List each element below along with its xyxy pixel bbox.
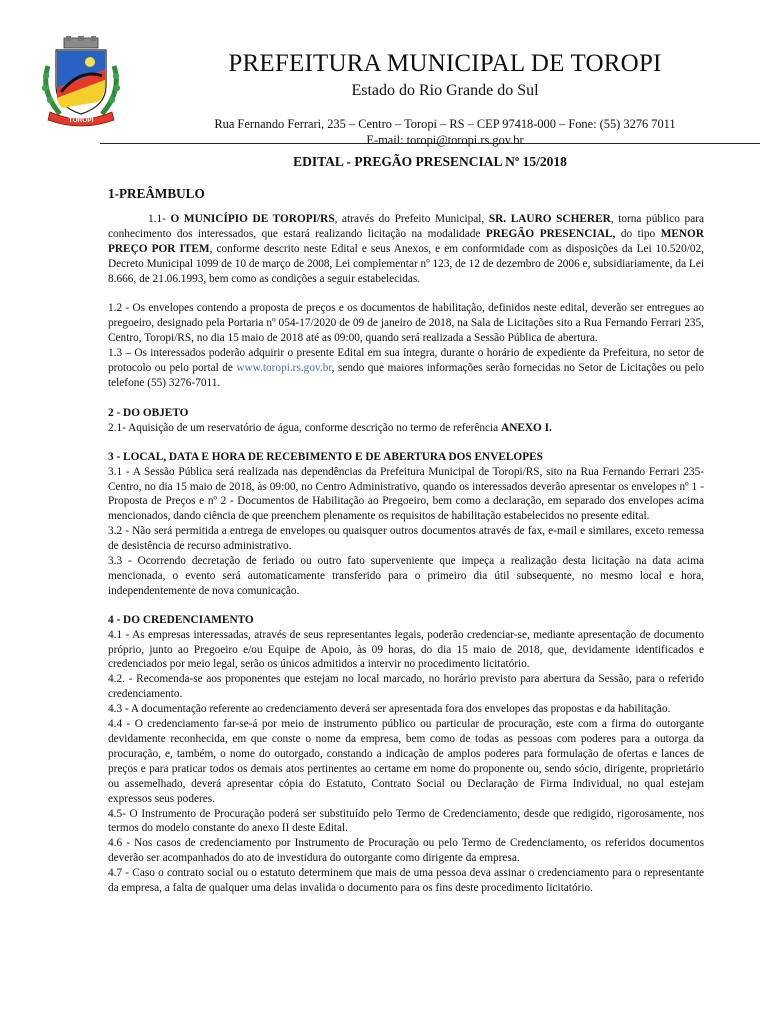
- paragraph-2-1: 2.1- Aquisição de um reservatório de água, conforme descrição no termo de referência ANEXO I.: [108, 421, 552, 434]
- section-heading-local: 3 - LOCAL, DATA E HORA DE RECEBIMENTO E DE ABERTURA DOS ENVELOPES: [108, 450, 543, 463]
- paragraph-1-2: 1.2 - Os envelopes contendo a proposta de preços e os documentos de habilitação, definidos neste edital, deverão ser entregues ao pregoeiro, designado pela Portaria nº 054-17/2020 de 09 de janeiro de 2018, na Sala de Licitações sito a Rua Fernando Ferrari 235, Centro, Toropi/RS, no dia 15 maio de 2018 até as 09:00, quando será realizada a Sessão Pública de abertura.: [108, 302, 704, 345]
- document-body: [108, 185, 704, 896]
- paragraph-4-5: 4.5- O Instrumento de Procuração poderá ser substituído pelo Termo de Credenciamento, desde que redigido, rigorosamente, nos termos do modelo constante do anexo II deste Edital.: [108, 807, 704, 835]
- svg-text:TOROPI: TOROPI: [68, 117, 94, 124]
- municipal-crest-logo: [38, 36, 124, 128]
- paragraph-3-2: 3.2 - Não será permitida a entrega de envelopes ou quaisquer outros documentos através de fax, e-mail e similares, exceto remessa de desistência de recurso administrativo.: [108, 525, 704, 553]
- paragraph-1-3: 1.3 – Os interessados poderão adquirir o presente Edital em sua íntegra, durante o horário de expediente da Prefeitura, no setor de protocolo ou pelo portal de www.toropi.rs.gov.br, sendo que maiores informações serão fornecidas no Setor de Licitações ou pelo telefone (55) 3276-7011.: [108, 347, 704, 389]
- paragraph-3-1: 3.1 - A Sessão Pública será realizada nas dependências da Prefeitura Municipal de Toropi/RS, sito na Rua Fernando Ferrari 235- Centro, no dia 15 maio de 2018, às 09:00, no Centro Administrativo, quando os interessados deverão apresentar os envelopes nº 1 - Proposta de Preços e nº 2 - Documentos de Habilitação ao Pregoeiro, bem como a declaração, em separado dos envelopes acima mencionados, dando ciência de que preenchem plenamente os requisitos de habilitação estabelecidos no presente edital.: [108, 465, 704, 523]
- email-line: E-mail: toropi@toropi.rs.gov.br: [366, 133, 524, 147]
- address-line: Rua Fernando Ferrari, 235 – Centro – Toropi – RS – CEP 97418-000 – Fone: (55) 3276 7011: [214, 117, 676, 131]
- letterhead: [130, 50, 760, 148]
- paragraph-1-1: 1.1- O MUNICÍPIO DE TOROPI/RS, através do Prefeito Municipal, SR. LAURO SCHERER, torna público para conhecimento dos interessados, que estará realizando licitação na modalidade PREGÃO PRESENCIAL, do tipo MENOR PREÇO POR ITEM, conforme descrito neste Edital e seus Anexos, e em conformidade com as disposições da Lei 10.520/02, Decreto Municipal 1099 de 10 de março de 2008, Lei complementar nº 123, de 12 de dezembro de 2006 e, subsidiariamente, da Lei 8.666, de 21.06.1993, bem como as condições a seguir estabelecidas.: [108, 212, 705, 285]
- portal-link[interactable]: www.toropi.rs.gov.br: [236, 362, 332, 375]
- paragraph-4-7: 4.7 - Caso o contrato social ou o estatuto determinem que mais de uma pessoa deva assinar o credenciamento para o representante da empresa, a falta de qualquer uma delas invalida o documento para os fins deste procedimento licitatório.: [108, 867, 704, 895]
- section-heading-credenciamento: 4 - DO CREDENCIAMENTO: [108, 613, 254, 626]
- edital-title: EDITAL - PREGÃO PRESENCIAL Nº 15/2018: [293, 154, 567, 169]
- paragraph-4-3: 4.3 - A documentação referente ao credenciamento deverá ser apresentada fora dos envelopes das propostas e da habilitação.: [108, 703, 671, 716]
- header-divider: [100, 143, 760, 144]
- section-heading-objeto: 2 - DO OBJETO: [108, 406, 189, 419]
- state-name: Estado do Rio Grande do Sul: [351, 82, 539, 99]
- paragraph-4-4: 4.4 - O credenciamento far-se-á por meio de instrumento público ou particular de procuração, este com a firma do outorgante devidamente reconhecida, em que conste o nome da empresa, bem como de todas as pessoas com poderes para a outorga da procuração, e, também, o nome do outorgado, constando a indicação de amplos poderes para formulação de ofertas e lances de preços e para praticar todos os demais atos pertinentes ao certame em nome do proponente ou, sendo sócio, dirigente, proprietário ou assemelhado, deverá apresentar cópia do Estatuto, Contrato Social ou Declaração de Firma Individual, no qual estejam expressos seus poderes.: [108, 718, 704, 805]
- section-heading-preambulo: 1-PREÂMBULO: [108, 186, 205, 201]
- paragraph-4-1: 4.1 - As empresas interessadas, através de seus representantes legais, poderão credenciar-se, mediante apresentação de documento próprio, junto ao Pregoeiro e/ou Equipe de Apoio, às 09 horas, do dia 15 maio de 2018, que, devidamente identificados e credenciados por meio legal, serão os únicos admitidos a intervir no procedimento licitatório.: [108, 628, 704, 671]
- paragraph-3-3: 3.3 - Ocorrendo decretação de feriado ou outro fato superveniente que impeça a realização desta licitação na data acima mencionada, o evento será automaticamente transferido para o primeiro dia útil subsequente, no mesmo local e hora, independentemente de nova comunicação.: [108, 555, 704, 597]
- municipality-title: PREFEITURA MUNICIPAL DE TOROPI: [228, 50, 662, 77]
- paragraph-4-2: 4.2. - Recomenda-se aos proponentes que estejam no local marcado, no horário previsto para abertura da Sessão, para o referido credenciamento.: [108, 673, 704, 701]
- paragraph-4-6: 4.6 - Nos casos de credenciamento por Instrumento de Procuração ou pelo Termo de Credenciamento, os referidos documentos deverão ser acompanhados do ato de investidura do outorgante como dirigente da empresa.: [108, 837, 704, 865]
